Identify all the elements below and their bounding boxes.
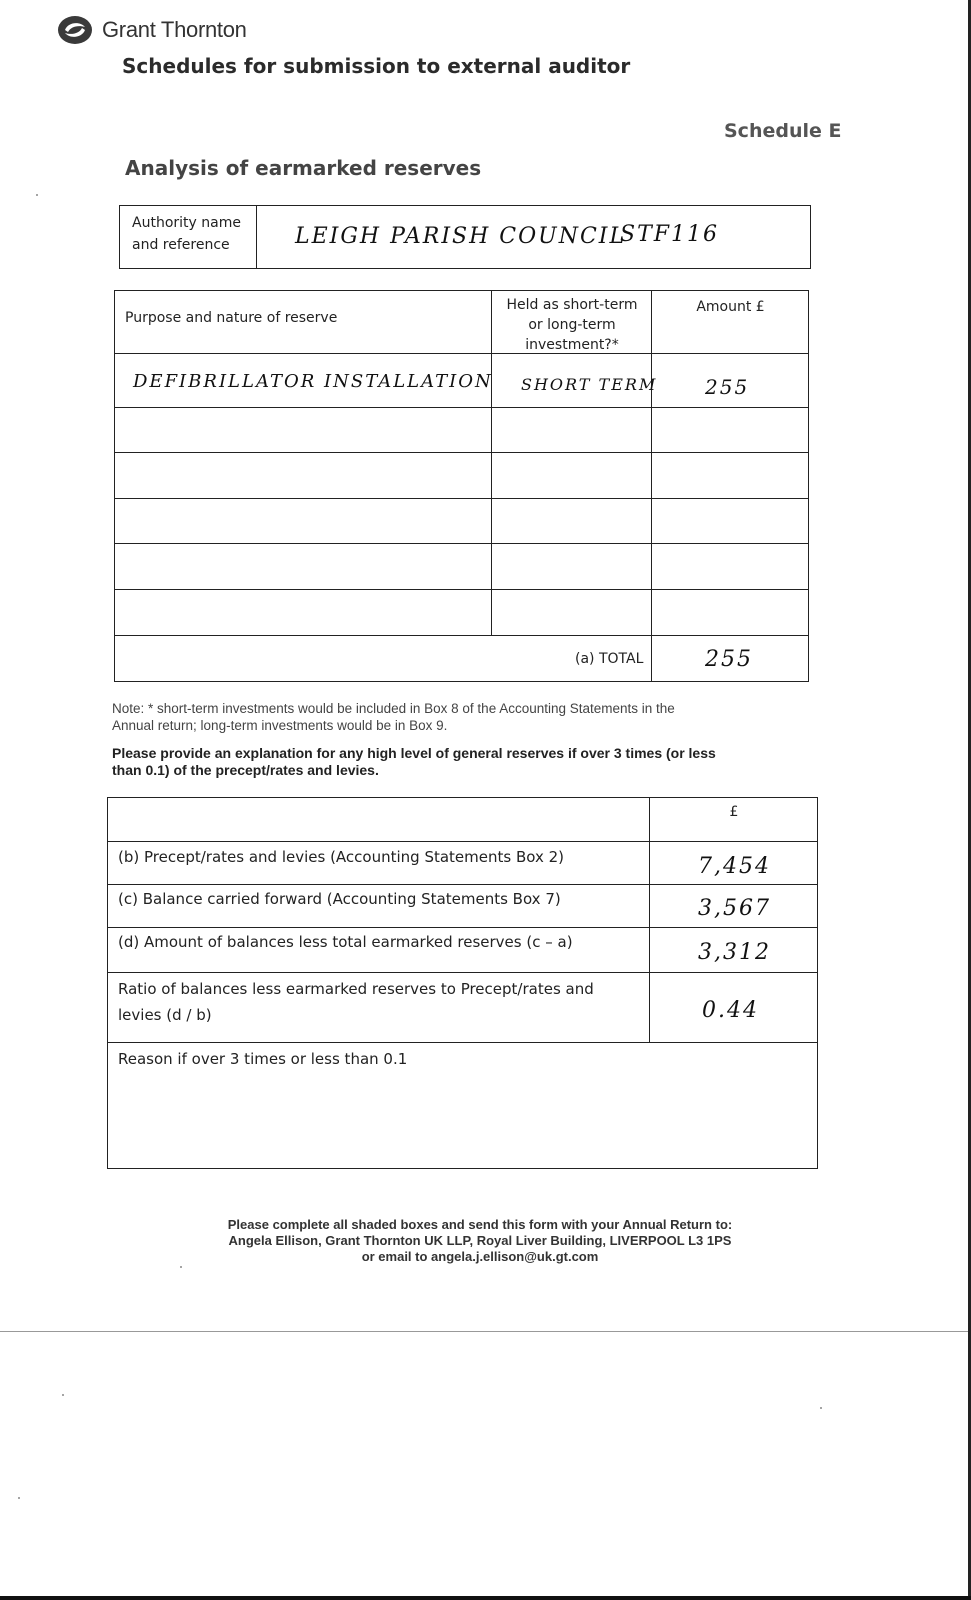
investment-note	[112, 700, 812, 734]
scan-speck	[180, 1266, 182, 1268]
authority-label-line2: and reference	[132, 237, 230, 253]
authority-reference-value[interactable]: STF116	[620, 222, 720, 247]
ratio-label-line2: levies (d / b)	[118, 1006, 212, 1024]
footer-line3: or email to angela.j.ellison@uk.gt.com	[361, 1249, 599, 1264]
reason-input-area[interactable]	[108, 1072, 817, 1166]
total-label: (a) TOTAL	[575, 651, 644, 667]
currency-header: £	[729, 804, 739, 820]
ratio-value[interactable]: 0.44	[702, 998, 759, 1023]
ratio-label	[118, 976, 594, 1028]
held-header-line2: or long-term	[528, 317, 616, 333]
column-header-held	[493, 295, 651, 355]
balance-carried-forward-value[interactable]: 3,567	[698, 896, 771, 921]
scan-speck	[36, 194, 38, 196]
submission-instructions	[160, 1217, 800, 1265]
authority-box	[119, 205, 811, 269]
authority-label-line1: Authority name	[132, 215, 241, 231]
document-title: Schedules for submission to external auditor	[122, 54, 631, 78]
row1-amount-value[interactable]: 255	[705, 375, 750, 399]
brand-header	[56, 14, 247, 46]
precept-label: (b) Precept/rates and levies (Accounting Statements Box 2)	[118, 848, 565, 866]
precept-value[interactable]: 7,454	[698, 854, 771, 879]
balances-less-reserves-label: (d) Amount of balances less total earmarked reserves (c – a)	[118, 933, 573, 951]
explanation-line2: than 0.1) of the precept/rates and levies.	[112, 762, 379, 778]
footer-line1: Please complete all shaded boxes and send this form with your Annual Return to:	[227, 1217, 733, 1232]
column-header-purpose: Purpose and nature of reserve	[125, 310, 338, 326]
schedule-label: Schedule E	[724, 120, 842, 142]
scan-page-edge	[0, 1331, 971, 1332]
row1-purpose-value[interactable]: DEFIBRILLATOR INSTALLATION	[133, 371, 493, 392]
note-line1: Note: * short-term investments would be included in Box 8 of the Accounting Statements in the	[112, 701, 675, 716]
section-title: Analysis of earmarked reserves	[125, 156, 482, 180]
explanation-line1: Please provide an explanation for any high level of general reserves if over 3 times (or less	[112, 745, 716, 761]
column-header-amount: Amount £	[696, 299, 765, 315]
note-line2: Annual return; long-term investments would be in Box 9.	[112, 718, 448, 733]
scan-bottom-border	[0, 1596, 971, 1600]
explanation-instructions	[112, 745, 832, 779]
reserves-table	[114, 290, 809, 682]
table-row[interactable]	[115, 590, 808, 634]
table-row[interactable]	[115, 453, 808, 497]
row1-held-value[interactable]: SHORT TERM	[521, 375, 658, 394]
table-row[interactable]	[115, 544, 808, 588]
balances-table	[107, 797, 818, 1169]
held-header-line3: investment?*	[525, 337, 619, 353]
table-row[interactable]	[115, 408, 808, 452]
scan-speck	[18, 1497, 20, 1499]
brand-name: Grant Thornton	[102, 17, 247, 42]
footer-line2: Angela Ellison, Grant Thornton UK LLP, Royal Liver Building, LIVERPOOL L3 1PS	[228, 1233, 732, 1248]
balances-less-reserves-value[interactable]: 3,312	[698, 940, 771, 965]
balance-carried-forward-label: (c) Balance carried forward (Accounting Statements Box 7)	[118, 890, 561, 908]
grant-thornton-logo-icon	[56, 14, 94, 46]
held-header-line1: Held as short-term	[506, 297, 638, 313]
scan-speck	[820, 1407, 822, 1409]
table-row[interactable]	[115, 499, 808, 543]
authority-name-value[interactable]: LEIGH PARISH COUNCIL	[295, 224, 627, 249]
scan-speck	[62, 1394, 64, 1396]
total-value[interactable]: 255	[705, 647, 753, 672]
reason-label: Reason if over 3 times or less than 0.1	[118, 1050, 408, 1068]
ratio-label-line1: Ratio of balances less earmarked reserves to Precept/rates and	[118, 980, 594, 998]
